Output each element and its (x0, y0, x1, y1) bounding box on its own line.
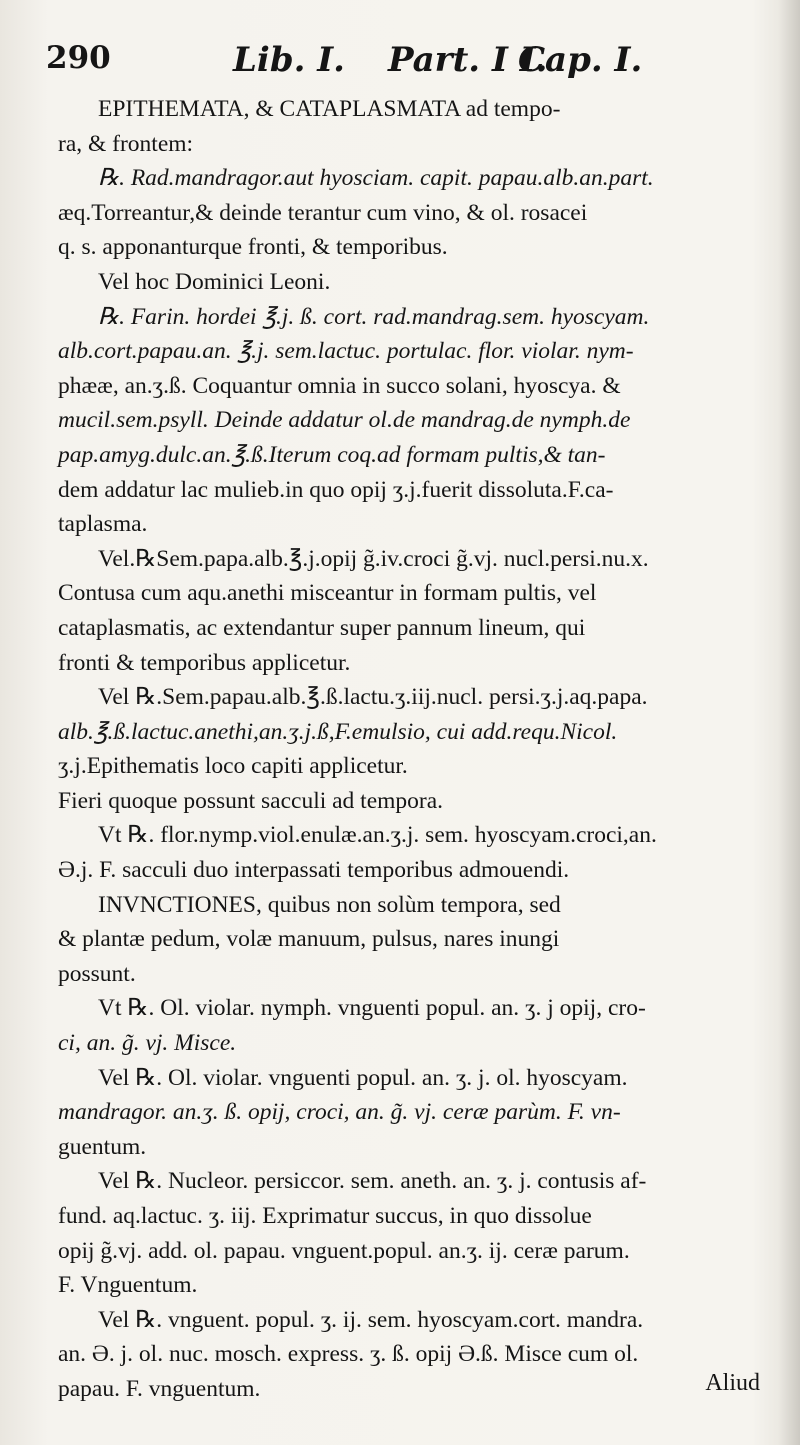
text-line: dem addatur lac mulieb.in quo opij ʒ.j.fuerit dissoluta.F.ca- (58, 476, 614, 503)
text-line: possunt. (58, 960, 136, 987)
text-line: Contusa cum aqu.anethi misceantur in formam pultis, vel (58, 580, 597, 607)
body-text (58, 92, 762, 1407)
header-part: Part. I I. (388, 40, 548, 80)
text-line: fronti & temporibus applicetur. (58, 649, 351, 676)
text-line: ℞. Rad.mandragor.aut hyosciam. capit. papau.alb.an.part. (98, 165, 654, 192)
text-line: cataplasmatis, ac extendantur super pannum lineum, qui (58, 614, 586, 641)
text-line: ʒ.j.Epithematis loco capiti applicetur. (58, 753, 408, 780)
text-line: pap.amyg.dulc.an.℥.ß.Iterum coq.ad formam pultis,& tan- (58, 441, 606, 468)
page-number: 290 (46, 40, 111, 76)
text-line: ci, an. g̃. vj. Misce. (58, 1030, 237, 1057)
catchword: Aliud (705, 1370, 760, 1396)
running-header (46, 40, 762, 92)
text-line: Vt ℞. flor.nymp.viol.enulæ.an.ʒ.j. sem. hyoscyam.croci,an. (98, 822, 657, 849)
text-line: F. Vnguentum. (58, 1272, 198, 1299)
text-line: guentum. (58, 1133, 147, 1160)
text-line: phææ, an.ʒ.ß. Coquantur omnia in succo solani, hyoscya. & (58, 372, 621, 399)
text-line: fund. aq.lactuc. ʒ. iij. Exprimatur succus, in quo dissolue (58, 1203, 592, 1229)
text-line: Vel ℞. vnguent. popul. ʒ. ij. sem. hyoscyam.cort. mandra. (98, 1306, 644, 1333)
text-line: alb.cort.papau.an. ℥.j. sem.lactuc. portulac. flor. violar. nym- (58, 338, 634, 365)
text-line: opij g̃.vj. add. ol. papau. vnguent.popul. an.ʒ. ij. ceræ parum. (58, 1237, 630, 1264)
text-line: taplasma. (58, 511, 148, 538)
text-line: Vel ℞.Sem.papau.alb.℥.ß.lactu.ʒ.iij.nucl. persi.ʒ.j.aq.papa. (98, 684, 648, 711)
text-line: alb.℥.ß.lactuc.anethi,an.ʒ.j.ß,F.emulsio, cui add.requ.Nicol. (58, 718, 618, 745)
text-line: Vel hoc Dominici Leoni. (98, 268, 331, 295)
text-line: INVNCTIONES, quibus non solùm tempora, sed (98, 891, 561, 918)
text-line: mandragor. an.ʒ. ß. opij, croci, an. g̃. vj. ceræ parùm. F. vn- (58, 1099, 621, 1126)
header-cap: Cap. I. (518, 40, 643, 80)
text-line: ℞. Farin. hordei ℥.j. ß. cort. rad.mandrag.sem. hyoscyam. (98, 303, 650, 330)
text-line: æq.Torreantur,& deinde terantur cum vino, & ol. rosacei (58, 199, 588, 226)
text-line: q. s. apponanturque fronti, & temporibus. (58, 234, 448, 261)
text-line: Ə.j. F. sacculi duo interpassati temporibus admouendi. (58, 857, 570, 884)
text-line: mucil.sem.psyll. Deinde addatur ol.de mandrag.de nymph.de (58, 407, 631, 434)
header-lib: Lib. I. (233, 40, 346, 80)
text-line: EPITHEMATA, & CATAPLASMATA ad tempo- (98, 96, 561, 122)
text-line: an. Ə. j. ol. nuc. mosch. express. ʒ. ß. opij Ə.ß. Misce cum ol. (58, 1341, 639, 1368)
text-line: & plantæ pedum, volæ manuum, pulsus, nares inungi (58, 926, 560, 953)
text-line: papau. F. vnguentum. (58, 1375, 261, 1402)
text-line: Vel ℞. Nucleor. persiccor. sem. aneth. an. ʒ. j. contusis af- (98, 1168, 647, 1195)
text-line: Vel ℞. Ol. violar. vnguenti popul. an. ʒ. j. ol. hyoscyam. (98, 1064, 628, 1091)
text-line: ra, & frontem: (58, 130, 194, 157)
text-line: Vel.℞Sem.papa.alb.℥.j.opij g̃.iv.croci g̃.vj. nucl.persi.nu.x. (98, 545, 649, 572)
text-line: Fieri quoque possunt sacculi ad tempora. (58, 787, 444, 814)
text-line: Vt ℞. Ol. violar. nymph. vnguenti popul. an. ʒ. j opij, cro- (98, 995, 646, 1022)
